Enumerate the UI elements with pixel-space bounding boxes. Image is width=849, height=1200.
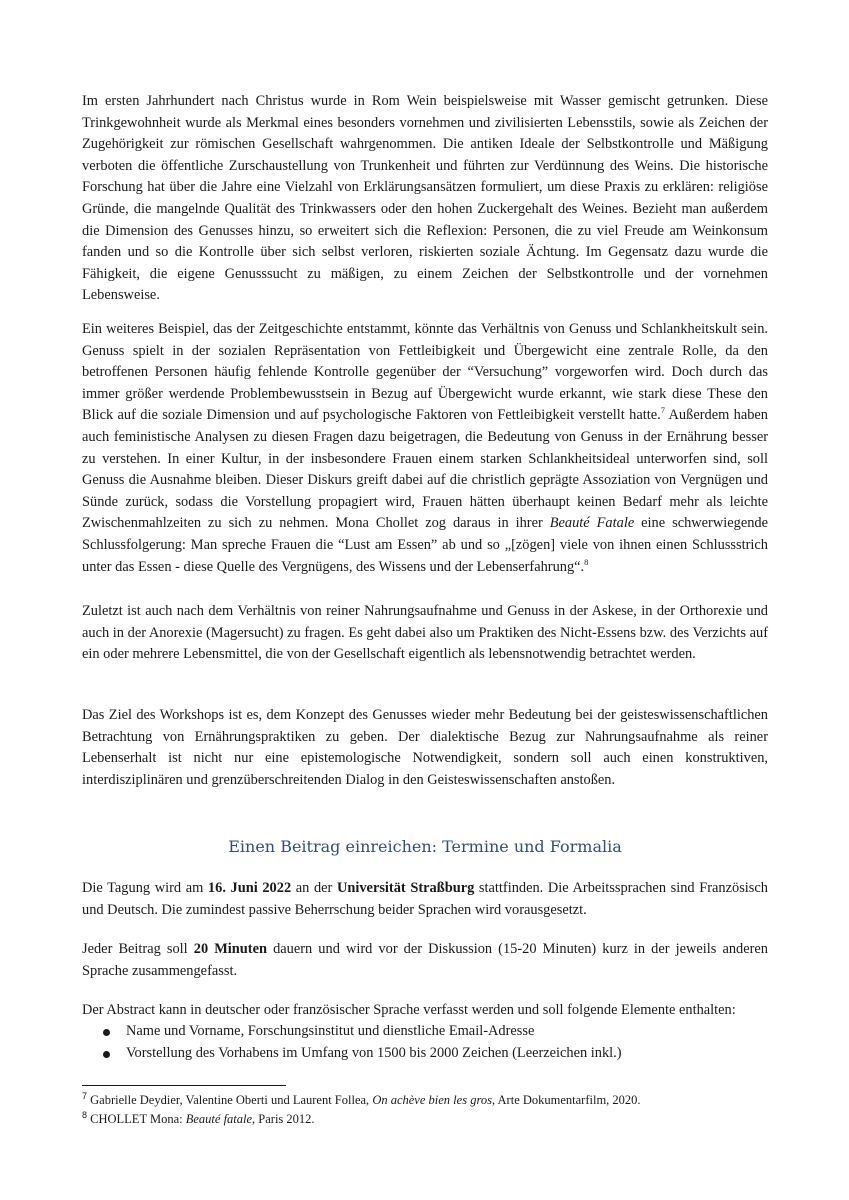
paragraph-asceticism — [82, 601, 768, 666]
paragraph-text: Im ersten Jahrhundert nach Christus wurde in Rom Wein beispielsweise mit Wasser gemischt getrunken. Diese Trinkgewohnheit wurde als Merkmal eines besonders vornehmen und zivilisierten Lebensstils, sowie als Zeichen der Zugehörigkeit zur römischen Gesellschaft wahrgenommen. Die antiken Ideale der Selbstkontrolle und Mäßigung verboten die öffentliche Zurschaustellung von Trunkenheit und führten zur Verdünnung des Weins. Die historische Forschung hat über die Jahre eine Vielzahl von Erklärungsansätzen formuliert, um diese Praxis zu erklären: religiöse Gründe, die mangelnde Qualität des Trinkwassers oder den hohen Zuckergehalt des Weines. Bezieht man außerdem die Dimension des Genusses hinzu, so erweitert sich die Reflexion: Personen, die zu viel Freude am Weinkonsum fanden und so die Kontrolle über sich selbst verloren, riskierten soziale Ächtung. Im Gegensatz dazu wurde die Fähigkeit, die eigene Genusssucht zu mäßigen, zu einem Zeichen der Selbstkontrolle und der vornehmen Lebensweise. — [82, 93, 768, 304]
paragraph-duration — [82, 939, 768, 982]
list-item — [82, 1021, 768, 1043]
conference-date: 16. Juni 2022 — [207, 880, 292, 896]
footnote-7 — [82, 1091, 768, 1110]
paragraph-slimness-cult — [82, 319, 768, 578]
bullet-icon — [103, 1051, 110, 1058]
paragraph-text: Das Ziel des Workshops ist es, dem Konzept des Genusses wieder mehr Bedeutung bei der geisteswissenschaftlichen Betrachtung von Ernährungspraktiken zu geben. Der dialektische Bezug zur Nahrungsaufnahme als reiner Lebenserhalt ist nicht nur eine epistemologische Notwendigkeit, sondern soll auch einen konstruktiven, interdisziplinären und grenzüberschreitenden Dialog in den Geisteswissenschaften anstoßen. — [82, 707, 768, 788]
talk-duration: 20 Minuten — [193, 941, 267, 957]
text-run: Gabrielle Deydier, Valentine Oberti und Laurent Follea, — [87, 1093, 373, 1107]
list-item-text: Vorstellung des Vorhabens im Umfang von 1500 bis 2000 Zeichen (Leerzeichen inkl.) — [126, 1044, 622, 1061]
bullet-icon — [103, 1029, 110, 1036]
conference-venue: Universität Straßburg — [336, 880, 475, 896]
text-run: Die Tagung wird am — [82, 880, 208, 896]
paragraph-workshop-goal — [82, 705, 768, 791]
footnote-8 — [82, 1110, 768, 1129]
paragraph-text — [82, 319, 768, 578]
section-heading: Einen Beitrag einreichen: Termine und Formalia — [228, 837, 622, 856]
footnote-number: 7 — [82, 1090, 88, 1101]
footnotes — [82, 1091, 768, 1129]
text-run: dauern und wird vor der Diskussion (15-20 Minuten) kurz in der jeweils anderen Sprache zusammengefasst. — [82, 941, 769, 979]
paragraph-text — [82, 939, 768, 982]
text-run: Außerdem haben auch feministische Analysen zu diesen Fragen dazu beigetragen, die Bedeutung von Genuss in der Ernährung besser zu verstehen. In einer Kultur, in der insbesondere Frauen einem starken Schlankheitsideal unterworfen sind, soll Genuss die Ausnahme bleiben. Dieser Diskurs greift dabei auf die christlich geprägte Assoziation von Vergnügen und Sünde zurück, sodass die Vorstellung propagiert wird, Frauen hätten überhaupt keinen Bedarf mehr als leichte Zwischenmahlzeiten zu sich zu nehmen. Mona Chollet zog daraus in ihrer — [82, 407, 769, 532]
paragraph-rome-wine — [82, 91, 768, 307]
text-run: Ein weiteres Beispiel, das der Zeitgeschichte entstammt, könnte das Verhältnis von Genuss und Schlankheitskult sein. Genuss spielt in der sozialen Repräsentation von Fettleibigkeit und Übergewicht eine zentrale Rolle, da den betroffenen Personen häufig fehlende Kontrolle gegenüber der “Versuchung” vorgeworfen wird. Doch durch das immer größer werdende Problembewusstsein in Bezug auf Übergewicht wurde erkannt, wie stark diese These den Blick auf die soziale Dimension und auf psychologische Faktoren von Fettleibigkeit verstellt hatte. — [82, 321, 768, 424]
film-title: On achève bien les gros — [372, 1093, 492, 1107]
list-item-text: Name und Vorname, Forschungsinstitut und dienstliche Email-Adresse — [126, 1023, 535, 1039]
text-run: stattfinden. Die Arbeitssprachen sind Französisch und Deutsch. Die zumindest passive Beherrschung beider Sprachen wird vorausgesetzt. — [82, 880, 768, 918]
text-run: eine schwerwiegende Schlussfolgerung: Man spreche Frauen die “Lust am Essen” ab und so „[zögen] viele von ihnen einen Schlussstrich unter das Essen - diese Quelle des Vergnügens, des Wissens und der Lebenserfahrung“. — [82, 515, 768, 575]
footnote-separator — [82, 1085, 286, 1086]
paragraph-date-venue — [82, 878, 768, 921]
footnote-ref-7[interactable]: 7 — [660, 405, 665, 416]
text-run: an der — [291, 880, 337, 896]
text-run: Jeder Beitrag soll — [82, 941, 194, 957]
text-run: CHOLLET Mona: — [87, 1112, 186, 1126]
abstract-requirements-list — [82, 1021, 768, 1064]
list-item — [82, 1043, 768, 1065]
text-run: , Arte Dokumentarfilm, 2020. — [491, 1093, 641, 1107]
paragraph-text: Zuletzt ist auch nach dem Verhältnis von reiner Nahrungsaufnahme und Genuss in der Askese, in der Orthorexie und auch in der Anorexie (Magersucht) zu fragen. Es geht dabei also um Praktiken des Nicht-Essens bzw. des Verzichts auf ein oder mehrere Lebensmittel, die von der Gesellschaft eigentlich als lebensnotwendig betrachtet werden. — [82, 603, 768, 663]
paragraph-text — [82, 878, 768, 921]
footnote-ref-8[interactable]: 8 — [584, 556, 589, 567]
text-run: , Paris 2012. — [252, 1112, 315, 1126]
paragraph-text: Der Abstract kann in deutscher oder französischer Sprache verfasst werden und soll folgende Elemente enthalten: — [82, 1002, 736, 1018]
book-title: Beauté Fatale — [549, 515, 635, 532]
book-title: Beauté fatale — [185, 1112, 253, 1126]
paragraph-abstract — [82, 1000, 768, 1022]
footnote-number: 8 — [82, 1109, 88, 1120]
